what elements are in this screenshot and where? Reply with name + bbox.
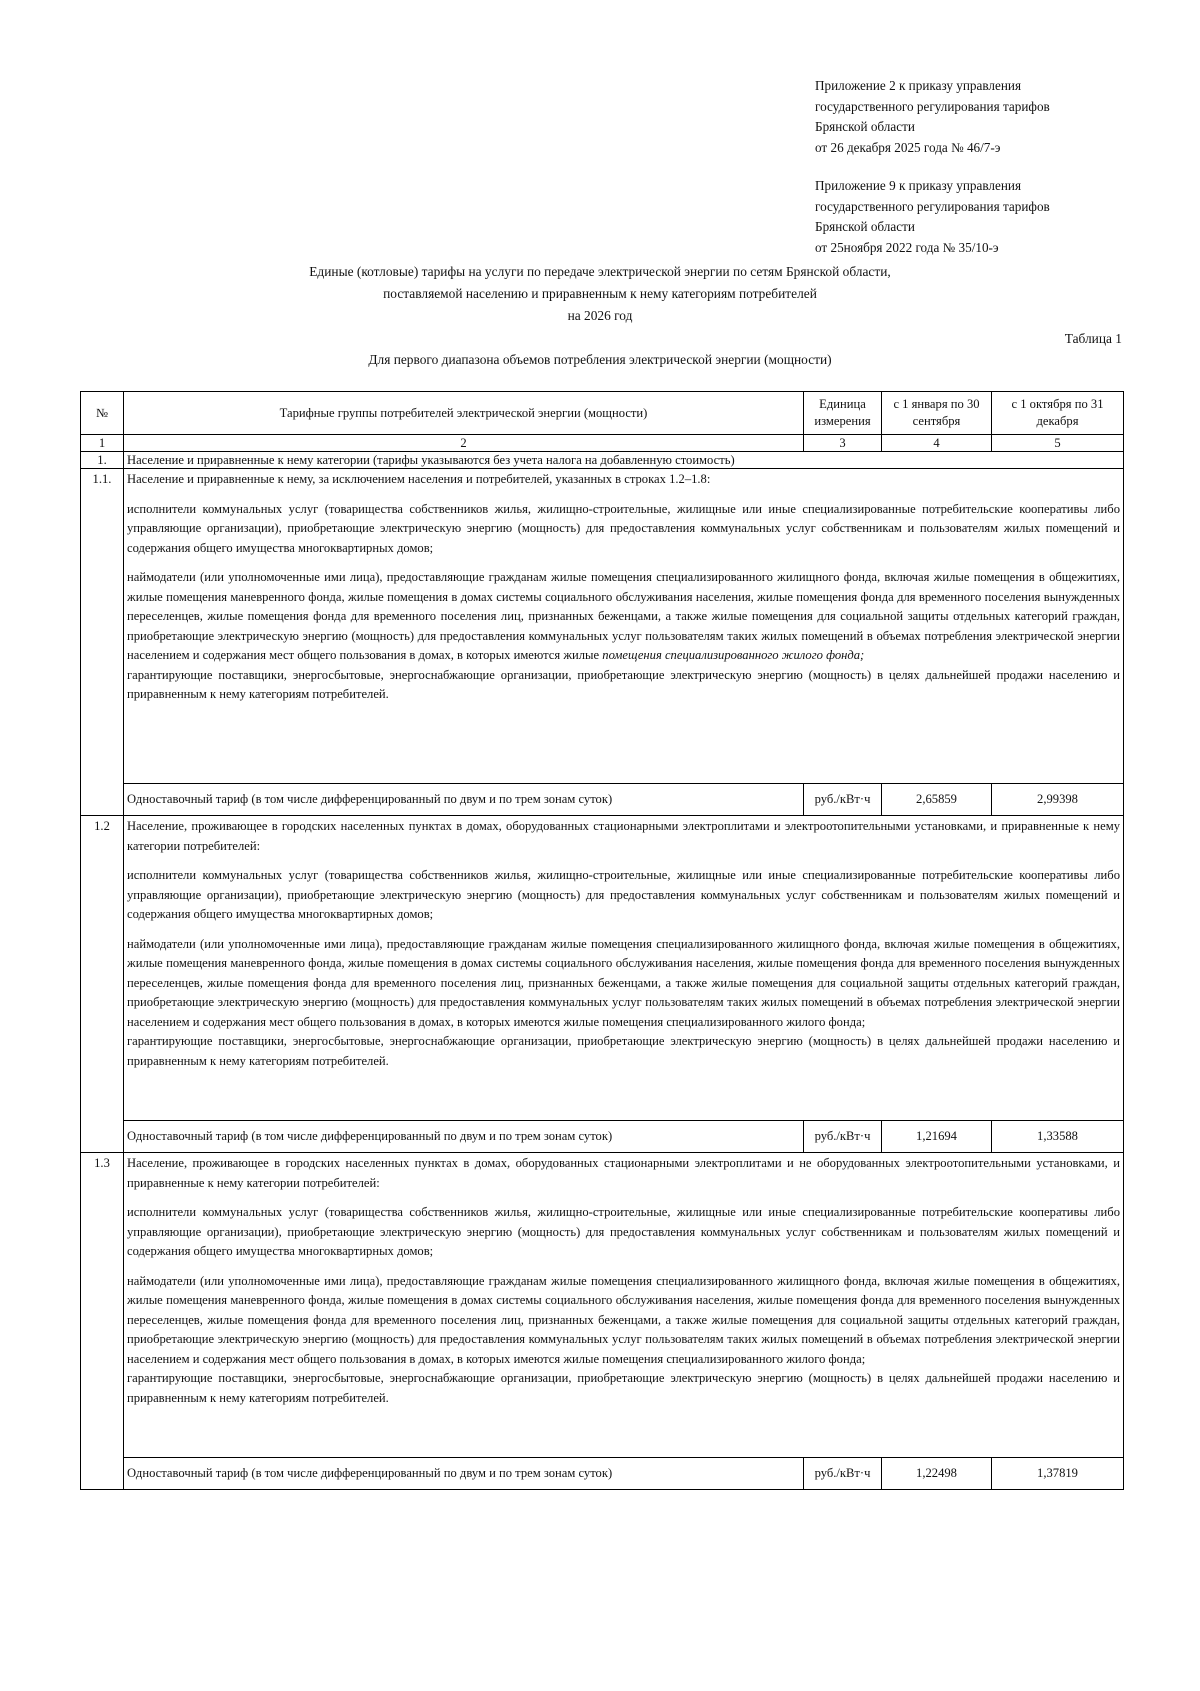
tariff-row [81,784,1124,816]
col-number: 3 [804,435,882,452]
tariff-table [80,391,1124,1490]
col-number: 2 [124,435,804,452]
header-period-1: с 1 января по 30 сентября [882,392,992,435]
tariff-value-period-2: 2,99398 [992,784,1124,816]
row-paragraph: гарантирующие поставщики, энергосбытовые, энергоснабжающие организации, приобретающие электрическую энергию (мощность) в целях дальнейшей продажи населению и приравненным к нему категориям потребителей. [127,1371,1120,1405]
row-paragraph [127,568,1120,666]
table-row [81,816,1124,1121]
row-paragraph: наймодатели (или уполномоченные ими лица), предоставляющие гражданам жилые помещения специализированного жилищного фонда, включая жилые помещения в общежитиях, жилые помещения маневренного фонда, жилые помещения в домах системы социального обслуживания населения, жилые помещения фонда для временного поселения вынужденных переселенцев, жилые помещения фонда для временного поселения лиц, признанных беженцами, а также жилые помещения для социальной защиты отдельных категорий граждан, приобретающие электрическую энергию (мощность) для предоставления коммунальных услуг пользователям таких жилых помещений в объемах потребления электрической энергии населением и содержания мест общего пользования в домах, в которых имеются жилые помещения специализированного жилого фонда; [127,1273,1120,1366]
col-number: 4 [882,435,992,452]
table-number: Таблица 1 [1064,331,1122,346]
row-paragraph: исполнители коммунальных услуг (товарищества собственников жилья, жилищно-строительные, жилищные или иные специализированные потребительские кооперативы либо управляющие организации), приобретающие электрическую энергию (мощность) для предоставления коммунальных услуг собственникам и пользователям жилых помещений и содержания общего имущества многоквартирных домов; [127,868,1120,921]
appendix-header-1 [815,76,1145,158]
header-line: от 25ноября 2022 года № 35/10-э [815,239,999,255]
document-title-line-3: на 2026 год [567,308,633,323]
row-paragraph-tail: помещения специализированного жилого фонда; [602,648,865,662]
row-intro: Население, проживающее в городских населенных пунктах в домах, оборудованных стационарными электроплитами и не оборудованных электроотопительными установками, и приравненные к нему категории потребителей: [127,1156,1120,1190]
tariff-value-period-2: 1,37819 [992,1458,1124,1490]
header-num: № [81,392,124,435]
tariff-unit: руб./кВт·ч [804,784,882,816]
section-num: 1. [81,452,124,469]
column-number-row [81,435,1124,452]
document-title-line-1: Единые (котловые) тарифы на услуги по передаче электрической энергии по сетям Брянской области, [309,264,891,279]
row-intro: Население и приравненные к нему, за исключением населения и потребителей, указанных в строках 1.2–1.8: [127,472,711,486]
document-title-line-2: поставляемой населению и приравненным к нему категориям потребителей [383,286,817,301]
row-description [124,816,1124,1121]
row-intro: Население, проживающее в городских населенных пунктах в домах, оборудованных стационарными электроплитами и электроотопительными установками, и приравненные к нему категории потребителей: [127,819,1120,853]
header-line: от 26 декабря 2025 года № 46/7-э [815,139,1001,155]
row-num: 1.1. [81,469,124,816]
row-description [124,469,1124,784]
section-text: Население и приравненные к нему категории (тарифы указываются без учета налога на добавленную стоимость) [124,452,1124,469]
appendix-header-2 [815,176,1145,258]
table-row [81,469,1124,784]
row-num: 1.3 [81,1153,124,1490]
tariff-row [81,1121,1124,1153]
tariff-value-period-1: 1,21694 [882,1121,992,1153]
header-unit: Единица измерения [804,392,882,435]
col-number: 1 [81,435,124,452]
tariff-label: Одноставочный тариф (в том числе дифференцированный по двум и по трем зонам суток) [124,1458,804,1490]
section-row [81,452,1124,469]
tariff-label: Одноставочный тариф (в том числе дифференцированный по двум и по трем зонам суток) [124,1121,804,1153]
tariff-value-period-1: 1,22498 [882,1458,992,1490]
header-line: Приложение 2 к приказу управления [815,78,1022,93]
row-paragraph: гарантирующие поставщики, энергосбытовые, энергоснабжающие организации, приобретающие электрическую энергию (мощность) в целях дальнейшей продажи населению и приравненным к нему категориям потребителей. [127,667,1120,701]
tariff-value-period-1: 2,65859 [882,784,992,816]
row-paragraph-text: наймодатели (или уполномоченные ими лица), предоставляющие гражданам жилые помещения специализированного жилищного фонда, включая жилые помещения в общежитиях, жилые помещения маневренного фонда, жилые помещения в домах системы социального обслуживания населения, жилые помещения фонда для временного поселения вынужденных переселенцев, жилые помещения фонда для временного поселения лиц, признанных беженцами, а также жилые помещения для социальной защиты отдельных категорий граждан, приобретающие электрическую энергию (мощность) для предоставления коммунальных услуг пользователям таких жилых помещений в объемах потребления электрической энергии населением и содержания мест общего пользования в домах, в которых имеются жилые [127,570,1120,662]
tariff-unit: руб./кВт·ч [804,1121,882,1153]
header-line: Брянской области [815,119,915,134]
row-paragraph: гарантирующие поставщики, энергосбытовые, энергоснабжающие организации, приобретающие электрическую энергию (мощность) в целях дальнейшей продажи населению и приравненным к нему категориям потребителей. [127,1034,1120,1068]
tariff-value-period-2: 1,33588 [992,1121,1124,1153]
table-row [81,1153,1124,1458]
col-number: 5 [992,435,1124,452]
tariff-label: Одноставочный тариф (в том числе дифференцированный по двум и по трем зонам суток) [124,784,804,816]
tariff-row [81,1458,1124,1490]
row-paragraph: наймодатели (или уполномоченные ими лица), предоставляющие гражданам жилые помещения специализированного жилищного фонда, включая жилые помещения в общежитиях, жилые помещения маневренного фонда, жилые помещения в домах системы социального обслуживания населения, жилые помещения фонда для временного поселения вынужденных переселенцев, жилые помещения фонда для временного поселения лиц, признанных беженцами, а также жилые помещения для социальной защиты отдельных категорий граждан, приобретающие электрическую энергию (мощность) для предоставления коммунальных услуг пользователям таких жилых помещений в объемах потребления электрической энергии населением и содержания мест общего пользования в домах, в которых имеются жилые помещения специализированного жилого фонда; [127,936,1120,1029]
header-period-2: с 1 октября по 31 декабря [992,392,1124,435]
row-paragraph: исполнители коммунальных услуг (товарищества собственников жилья, жилищно-строительные, жилищные или иные специализированные потребительские кооперативы либо управляющие организации), приобретающие электрическую энергию (мощность) для предоставления коммунальных услуг собственникам и пользователям жилых помещений и содержания общего имущества многоквартирных домов; [127,501,1120,555]
header-line: государственного регулирования тарифов [815,198,1050,214]
tariff-unit: руб./кВт·ч [804,1458,882,1490]
table-subtitle: Для первого диапазона объемов потребления электрической энергии (мощности) [368,352,832,367]
header-line: Брянской области [815,219,915,234]
header-line: Приложение 9 к приказу управления [815,178,1022,193]
header-group: Тарифные группы потребителей электрической энергии (мощности) [124,392,804,435]
row-description [124,1153,1124,1458]
header-line: государственного регулирования тарифов [815,98,1050,114]
row-num: 1.2 [81,816,124,1153]
table-header-row [81,392,1124,435]
row-paragraph: исполнители коммунальных услуг (товарищества собственников жилья, жилищно-строительные, жилищные или иные специализированные потребительские кооперативы либо управляющие организации), приобретающие электрическую энергию (мощность) для предоставления коммунальных услуг собственникам и пользователям жилых помещений и содержания общего имущества многоквартирных домов; [127,1205,1120,1258]
